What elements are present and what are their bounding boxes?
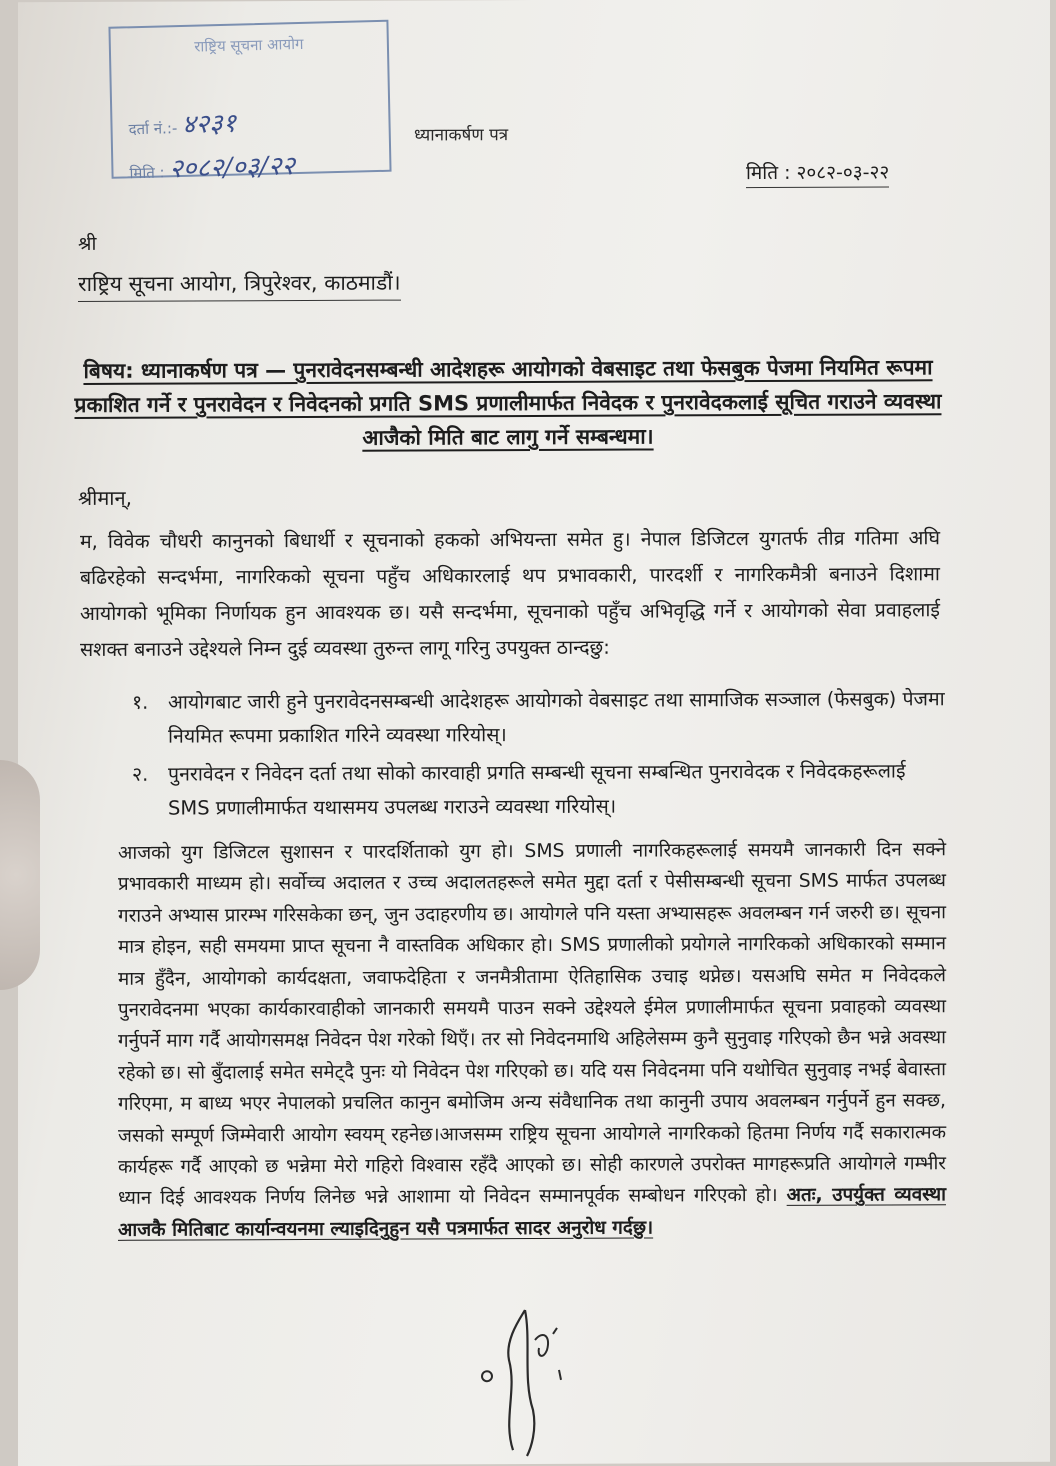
list-item-number: २. xyxy=(132,762,149,786)
list-item-text: पुनरावेदन र निवेदन दर्ता तथा सोको कारवाही प्रगति सम्बन्धी सूचना सम्बन्धित पुनरावेदक र निवेदकहरूलाई SMS प्रणालीमार्फत यथासमय उपलब्ध गराउने व्यवस्था गरियोस्। xyxy=(168,759,906,820)
notice-label: ध्यानाकर्षण पत्र xyxy=(414,125,509,146)
stamp-date-row xyxy=(129,146,295,186)
stamp-reg-number: ४२३१ xyxy=(181,108,237,140)
registration-stamp xyxy=(108,20,391,185)
salutation: श्रीमान्, xyxy=(78,485,132,510)
letter-date: मिति : २०८२-०३-२२ xyxy=(746,158,889,188)
list-item-number: १. xyxy=(132,690,149,714)
stamp-date-value: २०८२/०३/२२ xyxy=(169,151,296,185)
stamp-reg-row xyxy=(128,104,236,143)
list-item xyxy=(118,754,948,826)
addressee-prefix: श्री xyxy=(78,232,97,255)
closing-request: अतः, उपर्युक्त व्यवस्था आजकै मितिबाट कार्यान्वयनमा ल्याइदिनुहुन यसै पत्रमार्फत सादर अनुरोध गर्दछु। xyxy=(118,1184,946,1241)
body-text: आजको युग डिजिटल सुशासन र पारदर्शिताको युग हो। SMS प्रणाली नागरिकहरूलाई समयमै जानकारी दिन सक्ने प्रभावकारी माध्यम हो। सर्वोच्च अदालत र उच्च अदालतहरूले समेत मुद्दा दर्ता र पेसीसम्बन्धी सूचना SMS मार्फत उपलब्ध गराउने अभ्यास प्रारम्भ गरिसकेका छन्, जुन उदाहरणीय छ। आयोगले पनि यस्ता अभ्यासहरू अवलम्बन गर्न जरुरी छ। सूचना मात्र होइन, सही समयमा प्राप्त सूचना नै वास्तविक अधिकार हो। SMS प्रणालीको प्रयोगले नागरिकको अधिकारको सम्मान मात्र हुँदैन, आयोगको कार्यदक्षता, जवाफदेहिता र जनमैत्रीतामा ऐतिहासिक उचाइ थप्नेछ। यसअघि समेत म निवेदकले पुनरावेदनमा भएका कार्यकारवाहीको जानकारी समयमै पाउन सक्ने उद्देश्यले ईमेल प्रणालीमार्फत सूचना प्रवाहको व्यवस्था गर्नुपर्ने माग गर्दै आयोगसमक्ष निवेदन पेश गरेको थिएँ। तर सो निवेदनमाथि अहिलेसम्म कुनै सुनुवाइ गरिएको छैन भन्ने अवस्था रहेको छ। सो बुँदालाई समेत समेट्दै पुनः यो निवेदन पेश गरिएको छ। यदि यस निवेदनमा पनि यथोचित सुनुवाइ नभई बेवास्ता गरिएमा, म बाध्य भएर नेपालको प्रचलित कानुन बमोजिम अन्य संवैधानिक तथा कानुनी उपाय अवलम्बन गर्नुपर्ने हुन सक्छ, जसको सम्पूर्ण जिम्मेवारी आयोग स्वयम् रहनेछ।आजसम्म राष्ट्रिय सूचना आयोगले नागरिकको हितमा निर्णय गर्दै सकारात्मक कार्यहरू गर्दै आएको छ भन्नेमा मेरो गहिरो विश्वास रहँदै आएको छ। सोही कारणले उपरोक्त मागहरूप्रति आयोगले गम्भीर ध्यान दिई आवश्यक निर्णय लिनेछ भन्ने आशामा यो निवेदन सम्मानपूर्वक सम्बोधन गरिएको हो। xyxy=(118,839,946,1210)
body-paragraph xyxy=(118,834,946,1246)
thumb-finger xyxy=(0,760,40,990)
subject-line: बिषय: ध्यानाकर्षण पत्र — पुनरावेदनसम्बन्धी आदेशहरू आयोगको वेबसाइट तथा फेसबुक पेजमा नियमित रूपमा प्रकाशित गर्ने र पुनरावेदन र निवेदनको प्रगति SMS प्रणालीमार्फत निवेदक र पुनरावेदकलाई सूचित गराउने व्यवस्था आजैको मिति बाट लागु गर्ने सम्बन्धमा। xyxy=(74,355,942,450)
list-item-text: आयोगबाट जारी हुने पुनरावेदनसम्बन्धी आदेशहरू आयोगको वेबसाइट तथा सामाजिक सञ्जाल (फेसबुक) पेजमा नियमित रूपमा प्रकाशित गरिने व्यवस्था गरियोस्। xyxy=(168,687,945,748)
signature-mark xyxy=(473,1300,583,1460)
stamp-org: राष्ट्रिय सूचना आयोग xyxy=(194,34,304,56)
stamp-date-label: मिति : xyxy=(129,163,165,183)
request-list xyxy=(118,682,948,830)
list-item xyxy=(118,682,948,754)
letter-paper xyxy=(18,0,1050,1466)
stamp-reg-label: दर्ता नं.:- xyxy=(128,119,178,139)
recipient-address: राष्ट्रिय सूचना आयोग, त्रिपुरेश्वर, काठमाडौं। xyxy=(78,269,401,302)
intro-paragraph: म, विवेक चौधरी कानुनको बिधार्थी र सूचनाको हकको अभियन्ता समेत हु। नेपाल डिजिटल युगतर्फ तीव्र गतिमा अघि बढिरहेको सन्दर्भमा, नागरिकको सूचना पहुँच अधिकारलाई थप प्रभावकारी, पारदर्शी र नागरिकमैत्री बनाउने दिशामा आयोगको भूमिका निर्णायक हुन आवश्यक छ। यसै सन्दर्भमा, सूचनाको पहुँच अभिवृद्धि गर्ने र आयोगको सेवा प्रवाहलाई सशक्त बनाउने उद्देश्यले निम्न दुई व्यवस्था तुरुन्त लागू गरिनु उपयुक्त ठान्दछु: xyxy=(80,526,940,661)
